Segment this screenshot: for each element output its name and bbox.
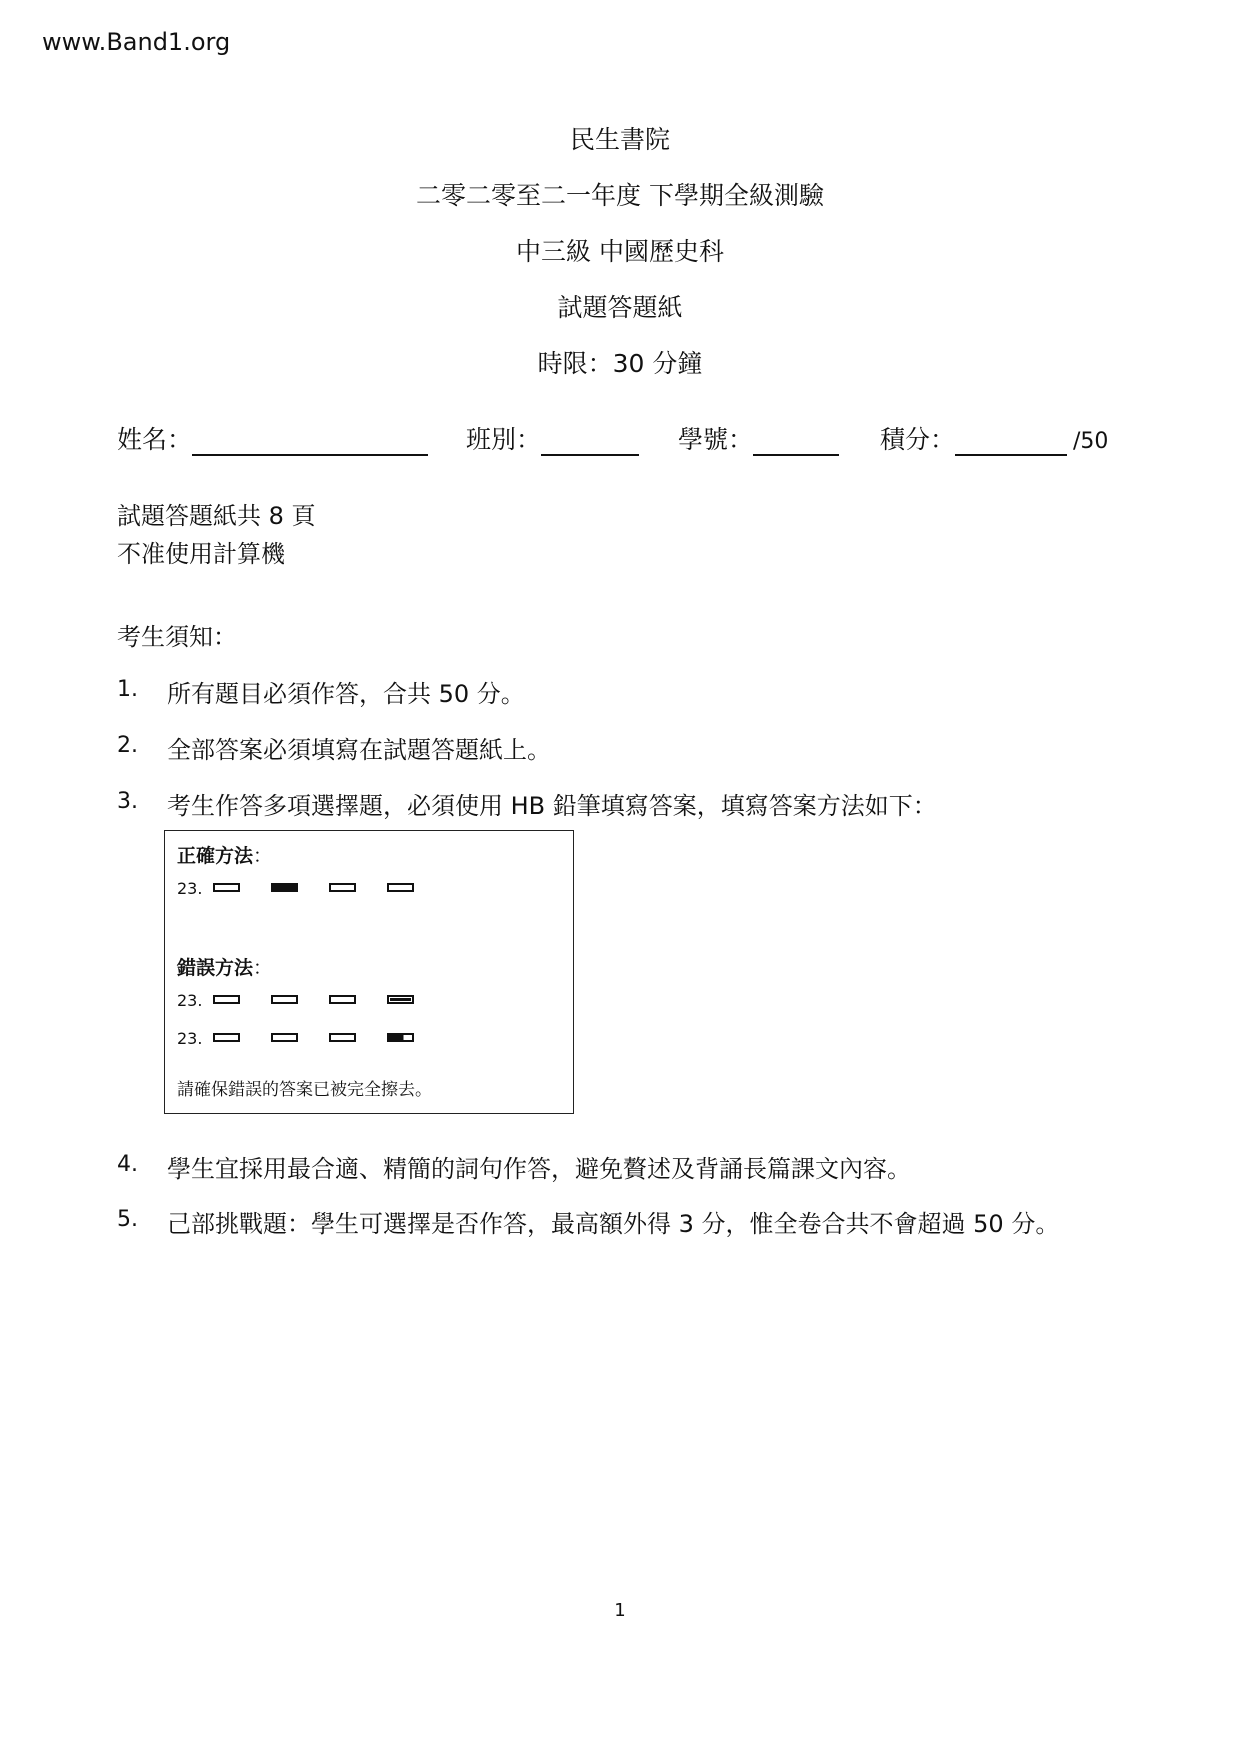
erase-note: 請確保錯誤的答案已被完全擦去。 bbox=[177, 1080, 432, 1100]
calculator-note: 不准使用計算機 bbox=[117, 540, 285, 568]
number-label: 學號： bbox=[678, 425, 754, 454]
correct-method-label: 正確方法 bbox=[177, 845, 254, 867]
answer-bubble bbox=[213, 883, 240, 892]
number-blank[interactable] bbox=[753, 428, 839, 456]
instruction-number: 5. bbox=[117, 1207, 138, 1232]
time-limit: 時限：30 分鐘 bbox=[537, 349, 703, 378]
answer-bubble bbox=[271, 995, 298, 1004]
instruction-text: 全部答案必須填寫在試題答題紙上。 bbox=[167, 736, 551, 764]
instruction-text: 學生宜採用最合適、精簡的詞句作答，避免贅述及背誦長篇課文內容。 bbox=[167, 1155, 911, 1183]
instruction-number: 3. bbox=[117, 789, 138, 814]
score-blank[interactable] bbox=[955, 428, 1067, 456]
class-blank[interactable] bbox=[541, 428, 639, 456]
name-field[interactable] bbox=[117, 420, 428, 456]
answer-method-example bbox=[164, 830, 574, 1114]
name-blank[interactable] bbox=[192, 428, 428, 456]
instruction-number: 1. bbox=[117, 677, 138, 702]
score-total: /50 bbox=[1073, 429, 1109, 454]
question-number: 23. bbox=[177, 879, 203, 898]
exam-title: 二零二零至二一年度 下學期全級測驗 bbox=[416, 181, 824, 210]
score-label: 積分： bbox=[880, 425, 956, 454]
answer-bubble bbox=[271, 1033, 298, 1042]
colon: ： bbox=[253, 957, 273, 979]
answer-bubble bbox=[329, 883, 356, 892]
instruction-number: 2. bbox=[117, 733, 138, 758]
number-field[interactable] bbox=[678, 420, 839, 456]
score-field[interactable] bbox=[880, 420, 1108, 456]
answer-bubble bbox=[387, 883, 414, 892]
class-label: 班別： bbox=[466, 425, 542, 454]
subject-title: 中三級 中國歷史科 bbox=[516, 237, 724, 266]
correct-method-heading bbox=[177, 841, 272, 868]
answer-bubble bbox=[329, 995, 356, 1004]
instruction-text: 所有題目必須作答，合共 50 分。 bbox=[167, 680, 525, 708]
instruction-text: 考生作答多項選擇題，必須使用 HB 鉛筆填寫答案，填寫答案方法如下： bbox=[167, 792, 937, 820]
instruction-number: 4. bbox=[117, 1152, 138, 1177]
instructions-heading: 考生須知： bbox=[117, 623, 237, 651]
answer-bubble-lined bbox=[387, 995, 414, 1004]
site-url: www.Band1.org bbox=[42, 28, 231, 56]
class-field[interactable] bbox=[466, 420, 639, 456]
name-label: 姓名： bbox=[117, 425, 193, 454]
instruction-text: 己部挑戰題：學生可選擇是否作答，最高額外得 3 分，惟全卷合共不會超過 50 分。 bbox=[167, 1210, 1060, 1238]
paper-title: 試題答題紙 bbox=[557, 293, 683, 322]
answer-bubble-filled bbox=[271, 883, 298, 892]
question-number: 23. bbox=[177, 991, 203, 1010]
wrong-method-label: 錯誤方法 bbox=[177, 957, 254, 979]
school-name: 民生書院 bbox=[569, 125, 670, 154]
answer-bubble bbox=[329, 1033, 356, 1042]
colon: ： bbox=[253, 845, 273, 867]
answer-bubble bbox=[213, 1033, 240, 1042]
pages-note: 試題答題紙共 8 頁 bbox=[117, 502, 316, 530]
question-number: 23. bbox=[177, 1029, 203, 1048]
wrong-method-heading bbox=[177, 953, 272, 980]
page-number: 1 bbox=[614, 1600, 626, 1621]
answer-bubble-partial bbox=[387, 1033, 414, 1042]
answer-bubble bbox=[213, 995, 240, 1004]
